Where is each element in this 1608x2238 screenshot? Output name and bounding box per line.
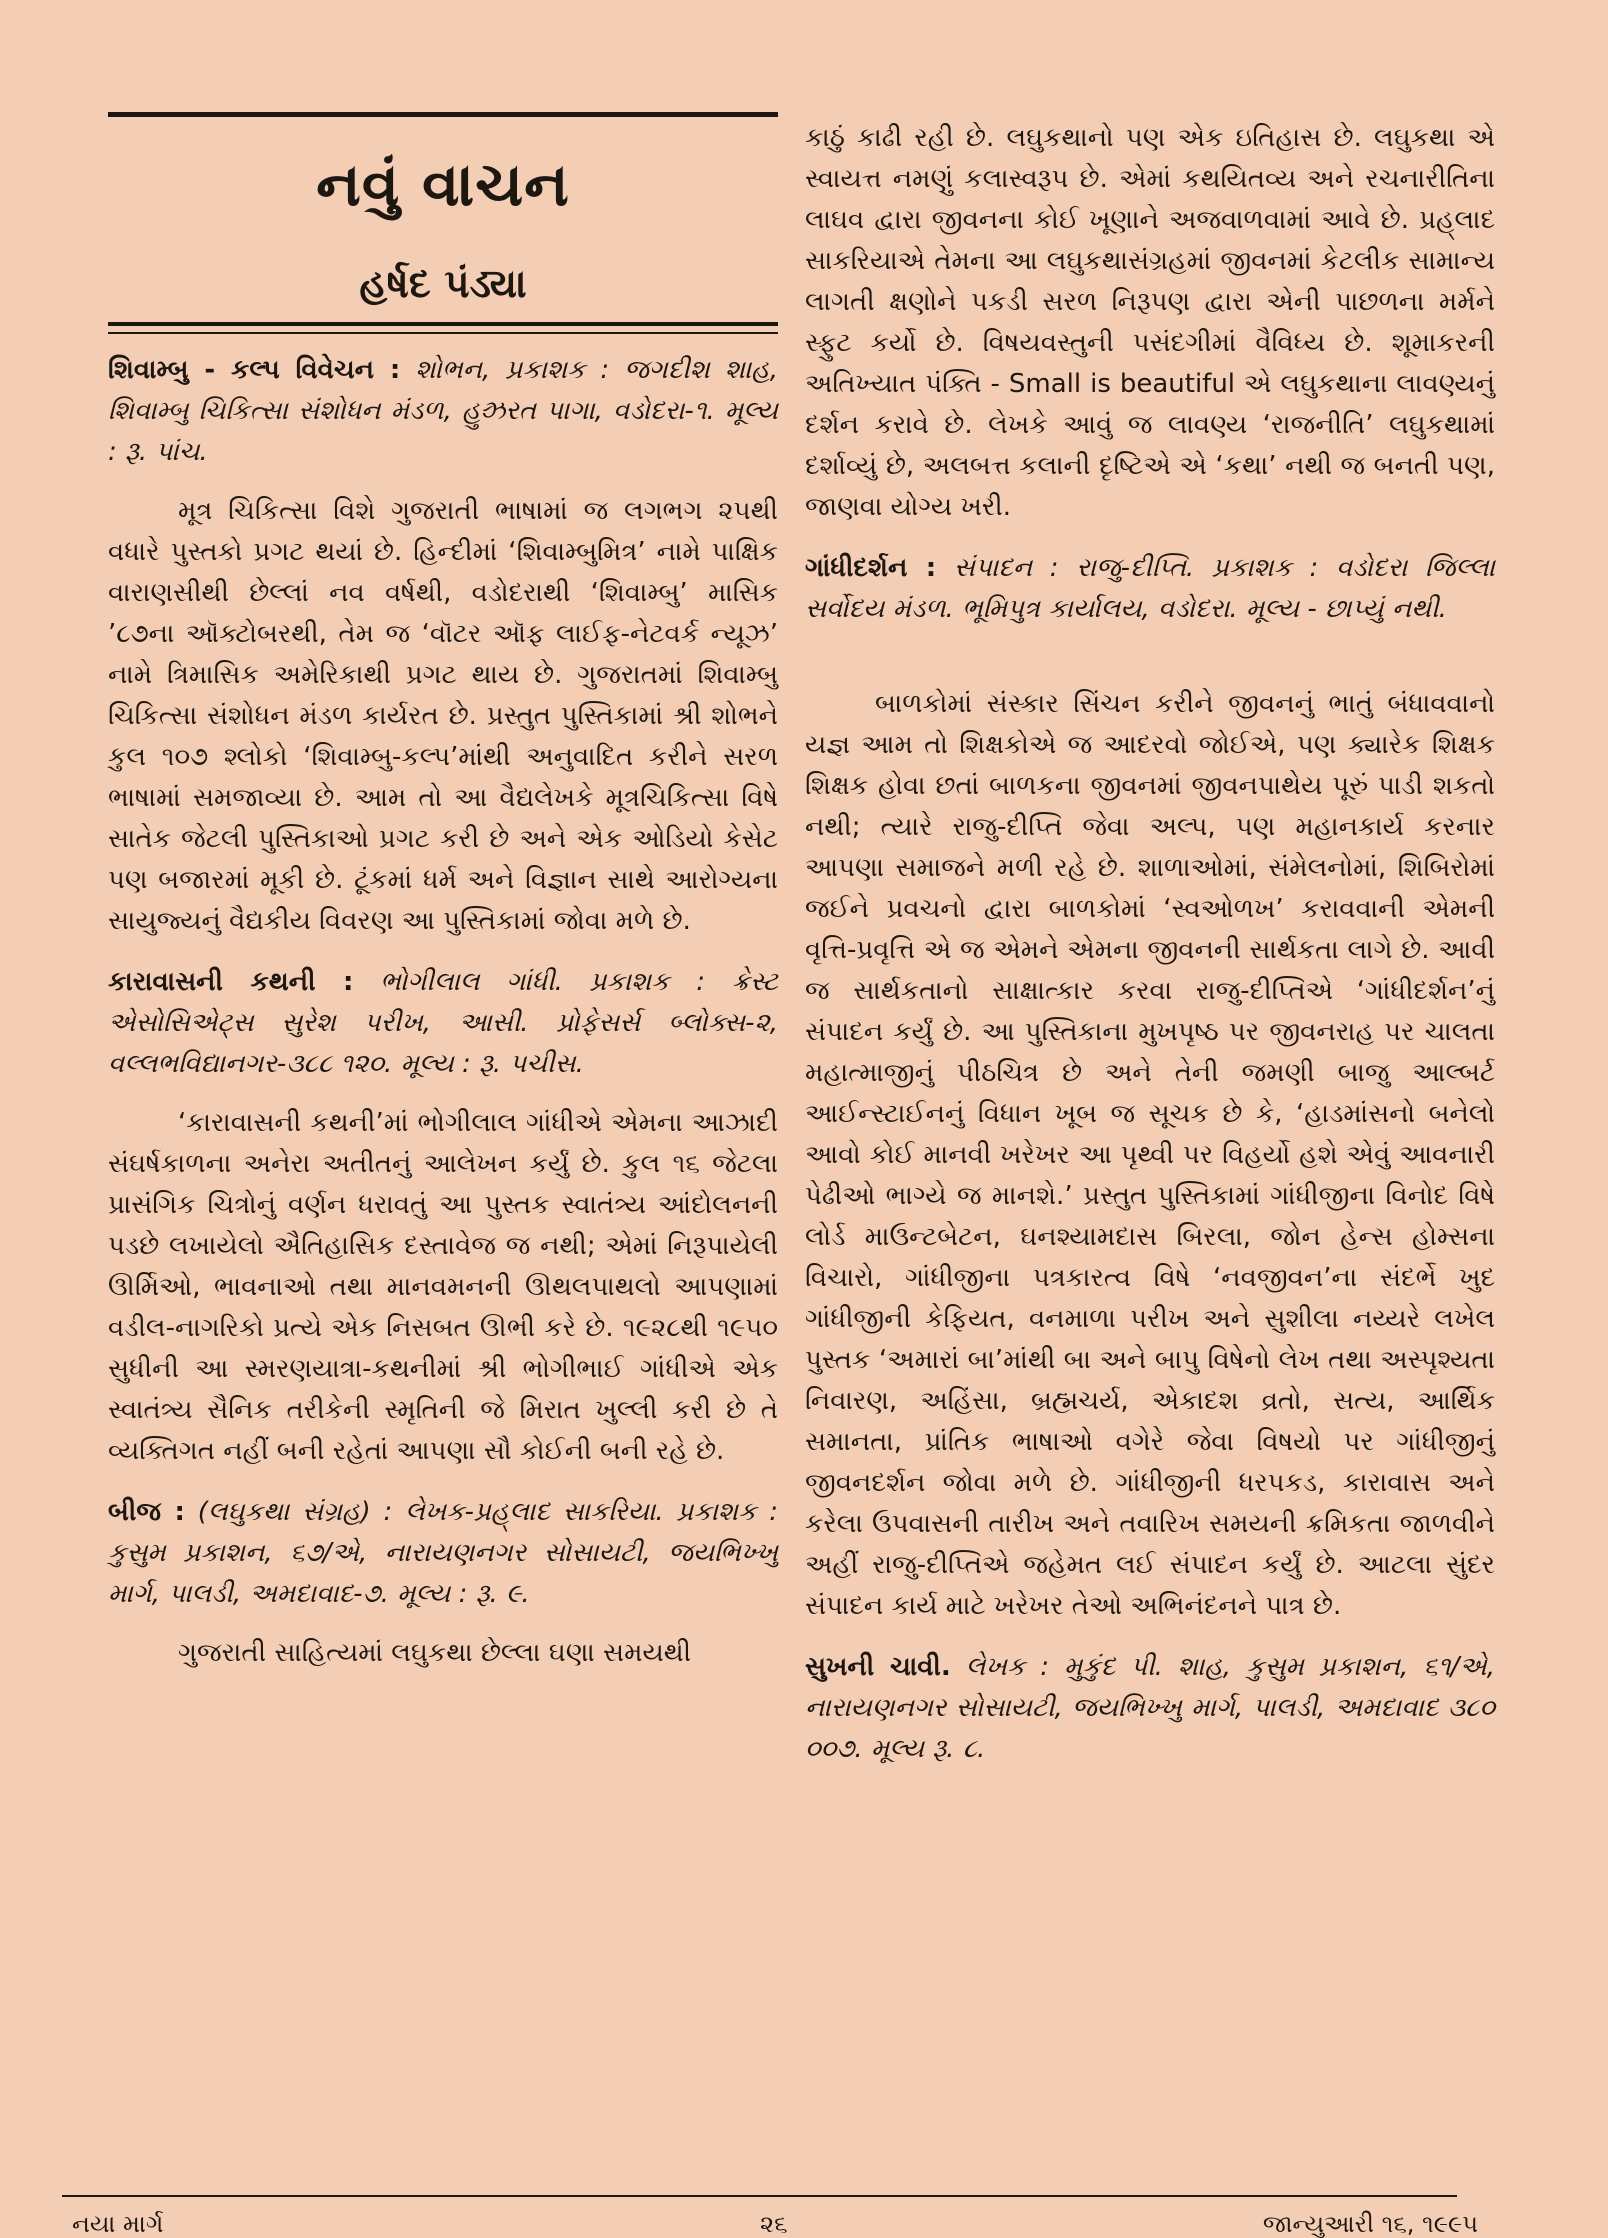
review-entry-gandhidarshan: [805, 548, 1495, 630]
divider-rule-thin: [108, 332, 778, 334]
book-details: ભોગીલાલ ગાંધી. પ્રકાશક : ક્રેસ્ટ એસોસિએટ્સ સુરેશ પરીખ, આસી. પ્રોફેસર્સ બ્લોક્સ-૨, વલ્લભવિદ્યાનગર-૩૮૮ ૧૨૦. મૂલ્ય : રૂ. પચીસ.: [108, 967, 779, 1079]
divider-rule: [108, 322, 778, 326]
book-title: કારાવાસની કથની :: [108, 967, 354, 997]
book-details: લેખક : મુકુંદ પી. શાહ, કુસુમ પ્રકાશન, ૬૧/એ, નારાયણનગર સોસાયટી, જયભિખ્ખુ માર્ગ, પાલડી, અમદાવાદ ૩૮૦ ૦૦૭. મૂલ્ય રૂ. ૮.: [805, 1652, 1495, 1764]
page-number: ૨૬: [760, 2210, 788, 2238]
review-entry-karavas: [108, 962, 778, 1085]
review-text: બાળકોમાં સંસ્કાર સિંચન કરીને જીવનનું ભાતું બંધાવવાનો યજ્ઞ આમ તો શિક્ષકોએ જ આદરવો જોઈએ, પણ ક્યારેક શિક્ષક શિક્ષક હોવા છતાં બાળકના જીવનમાં જીવનપાથેય પૂરું પાડી શકતો નથી; ત્યારે રાજુ-દીપ્તિ જેવા અલ્પ, પણ મહાનકાર્ય કરનાર આપણા સમાજને મળી રહે છે. શાળાઓમાં, સંમેલનોમાં, શિબિરોમાં જઈને પ્રવચનો દ્વારા બાળકોમાં ‘સ્વઓળખ’ કરાવવાની એમની વૃત્તિ-પ્રવૃત્તિ એ જ એમને એમના જીવનની સાર્થકતા લાગે છે. આવી જ સાર્થકતાનો સાક્ષાત્કાર કરવા રાજુ-દીપ્તિએ ‘ગાંધીદર્શન’નું સંપાદન કર્યું છે. આ પુસ્તિકાના મુખપૃષ્ઠ પર જીવનરાહ પર ચાલતા મહાત્માજીનું પીઠચિત્ર છે અને તેની જમણી બાજુ આલ્બર્ટ આઈન્સ્ટાઈનનું વિધાન ખૂબ જ સૂચક છે કે, ‘હાડમાંસનો બનેલો આવો કોઈ માનવી ખરેખર આ પૃથ્વી પર વિહર્યો હશે એવું આવનારી પેઢીઓ ભાગ્યે જ માનશે.’ પ્રસ્તુત પુસ્તિકામાં ગાંધીજીના વિનોદ વિષે લોર્ડ માઉન્ટબેટન, ઘનશ્યામદાસ બિરલા, જોન હેન્સ હોમ્સના વિચારો, ગાંધીજીના પત્રકારત્વ વિષે ‘નવજીવન’ના સંદર્ભે ખુદ ગાંધીજીની કેફિયત, વનમાળા પરીખ અને સુશીલા નય્યરે લખેલ પુસ્તક ‘અમારાં બા’માંથી બા અને બાપુ વિષેનો લેખ તથા અસ્પૃશ્યતા નિવારણ, અહિંસા, બ્રહ્મચર્ય, એકાદશ વ્રતો, સત્ય, આર્થિક સમાનતા, પ્રાંતિક ભાષાઓ વગેરે જેવા વિષયો પર ગાંધીજીનું જીવનદર્શન જોવા મળે છે. ગાંધીજીની ધરપકડ, કારાવાસ અને કરેલા ઉપવાસની તારીખ અને તવારિખ સમયની ક્રમિકતા જાળવીને અહીં રાજુ-દીપ્તિએ જહેમત લઈ સંપાદન કર્યું છે. આટલા સુંદર સંપાદન કાર્ય માટે ખરેખર તેઓ અભિનંદનને પાત્ર છે.: [805, 689, 1495, 1621]
book-details: સંપાદન : રાજુ-દીપ્તિ. પ્રકાશક : વડોદરા જિલ્લા સર્વોદય મંડળ. ભૂમિપુત્ર કાર્યાલય, વડોદરા. મૂલ્ય - છાપ્યું નથી.: [805, 553, 1495, 624]
review-entry-sukhni-chavi: [805, 1647, 1495, 1770]
review-entry-shivambu: [108, 350, 778, 473]
book-title: શિવામ્બુ - કલ્પ વિવેચન :: [108, 355, 401, 385]
review-text: ગુજરાતી સાહિત્યમાં લઘુકથા છેલ્લા ઘણા સમયથી: [178, 1638, 692, 1668]
magazine-name: નયા માર્ગ: [72, 2210, 164, 2238]
review-text: મૂત્ર ચિકિત્સા વિશે ગુજરાતી ભાષામાં જ લગભગ ૨૫થી વધારે પુસ્તકો પ્રગટ થયાં છે. હિન્દીમાં ‘શિવામ્બુમિત્ર’ નામે પાક્ષિક વારાણસીથી છેલ્લાં નવ વર્ષથી, વડોદરાથી ‘શિવામ્બુ’ માસિક ’૮૭ના ઑક્ટોબરથી, તેમ જ ‘વૉટર ઑફ લાઈફ-નેટવર્ક ન્યૂઝ’ નામે ત્રિમાસિક અમેરિકાથી પ્રગટ થાય છે. ગુજરાતમાં શિવામ્બુ ચિકિત્સા સંશોધન મંડળ કાર્યરત છે. પ્રસ્તુત પુસ્તિકામાં શ્રી શોભને કુલ ૧૦૭ શ્લોકો ‘શિવામ્બુ-કલ્પ’માંથી અનુવાદિત કરીને સરળ ભાષામાં સમજાવ્યા છે. આમ તો આ વૈદ્યલેખકે મૂત્રચિકિત્સા વિષે સાતેક જેટલી પુસ્તિકાઓ પ્રગટ કરી છે અને એક ઓડિયો કેસેટ પણ બજારમાં મૂકી છે. ટૂંકમાં ધર્મ અને વિજ્ઞાન સાથે આરોગ્યના સાયુજ્યનું વૈદ્યકીય વિવરણ આ પુસ્તિકામાં જોવા મળે છે.: [108, 496, 778, 936]
book-title: બીજ :: [108, 1497, 185, 1527]
book-details: (લઘુકથા સંગ્રહ) : લેખક-પ્રહ્‌લાદ સાકરિયા. પ્રકાશક : કુસુમ પ્રકાશન, ૬૭/એ, નારાયણનગર સોસાયટી, જયભિખ્ખુ માર્ગ, પાલડી, અમદાવાદ-૭. મૂલ્ય : રૂ. ૯.: [108, 1497, 779, 1609]
book-title: સુખની ચાવી.: [805, 1652, 951, 1682]
footer-rule: [62, 2195, 1457, 2197]
top-rule: [108, 112, 778, 117]
review-text: ‘કારાવાસની કથની’માં ભોગીલાલ ગાંધીએ એમના આઝાદી સંઘર્ષકાળના અનેરા અતીતનું આલેખન કર્યું છે. કુલ ૧૬ જેટલા પ્રાસંગિક ચિત્રોનું વર્ણન ધરાવતું આ પુસ્તક સ્વાતંત્ર્ય આંદોલનની પડછે લખાયેલો ઐતિહાસિક દસ્તાવેજ જ નથી; એમાં નિરૂપાયેલી ઊર્મિઓ, ભાવનાઓ તથા માનવમનની ઊથલપાથલો આપણામાં વડીલ-નાગરિકો પ્રત્યે એક નિસબત ઊભી કરે છે. ૧૯૨૮થી ૧૯૫૦ સુધીની આ સ્મરણયાત્રા-કથનીમાં શ્રી ભોગીભાઈ ગાંધીએ એક સ્વાતંત્ર્ય સૈનિક તરીકેની સ્મૃતિની જે મિરાત ખુલ્લી કરી છે તે વ્યક્તિગત નહીં બની રહેતાં આપણા સૌ કોઈની બની રહે છે.: [108, 1108, 778, 1466]
review-text: કાઠું કાઢી રહી છે. લઘુકથાનો પણ એક ઇતિહાસ છે. લઘુકથા એ સ્વાયત્ત નમણું કલાસ્વરૂપ છે. એમાં કથયિતવ્ય અને રચનારીતિના લાઘવ દ્વારા જીવનના કોઈ ખૂણાને અજવાળવામાં આવે છે. પ્રહ્‌લાદ સાકરિયાએ તેમના આ લઘુકથાસંગ્રહમાં જીવનમાં કેટલીક સામાન્ય લાગતી ક્ષણોને પકડી સરળ નિરૂપણ દ્વારા એની પાછળના મર્મને સ્ફુટ કર્યો છે. વિષયવસ્તુની પસંદગીમાં વૈવિધ્ય છે. શૂમાકરની અતિખ્યાત પંક્તિ - Small is beautiful એ લઘુકથાના લાવણ્યનું દર્શન કરાવે છે. લેખકે આવું જ લાવણ્ય ‘રાજનીતિ’ લઘુકથામાં દર્શાવ્યું છે, અલબત્ત કલાની દૃષ્ટિએ એ ‘કથા’ નથી જ બનતી પણ, જાણવા યોગ્ય ખરી.: [805, 123, 1495, 522]
right-column: [805, 118, 1495, 1788]
book-title: ગાંધીદર્શન :: [805, 553, 937, 583]
left-column: [108, 350, 778, 1674]
book-details: શોભન, પ્રકાશક : જગદીશ શાહ, શિવામ્બુ ચિકિત્સા સંશોધન મંડળ, હુઝ્રરત પાગા, વડોદરા-૧. મૂલ્ય : રૂ. પાંચ.: [108, 355, 778, 467]
review-entry-bij: [108, 1492, 778, 1615]
column-author: હર્ષદ પંડ્યા: [359, 262, 527, 307]
issue-date: જાન્યુઆરી ૧૬, ૧૯૯૫: [1262, 2210, 1478, 2238]
column-title: નવું વાચન: [316, 150, 570, 220]
